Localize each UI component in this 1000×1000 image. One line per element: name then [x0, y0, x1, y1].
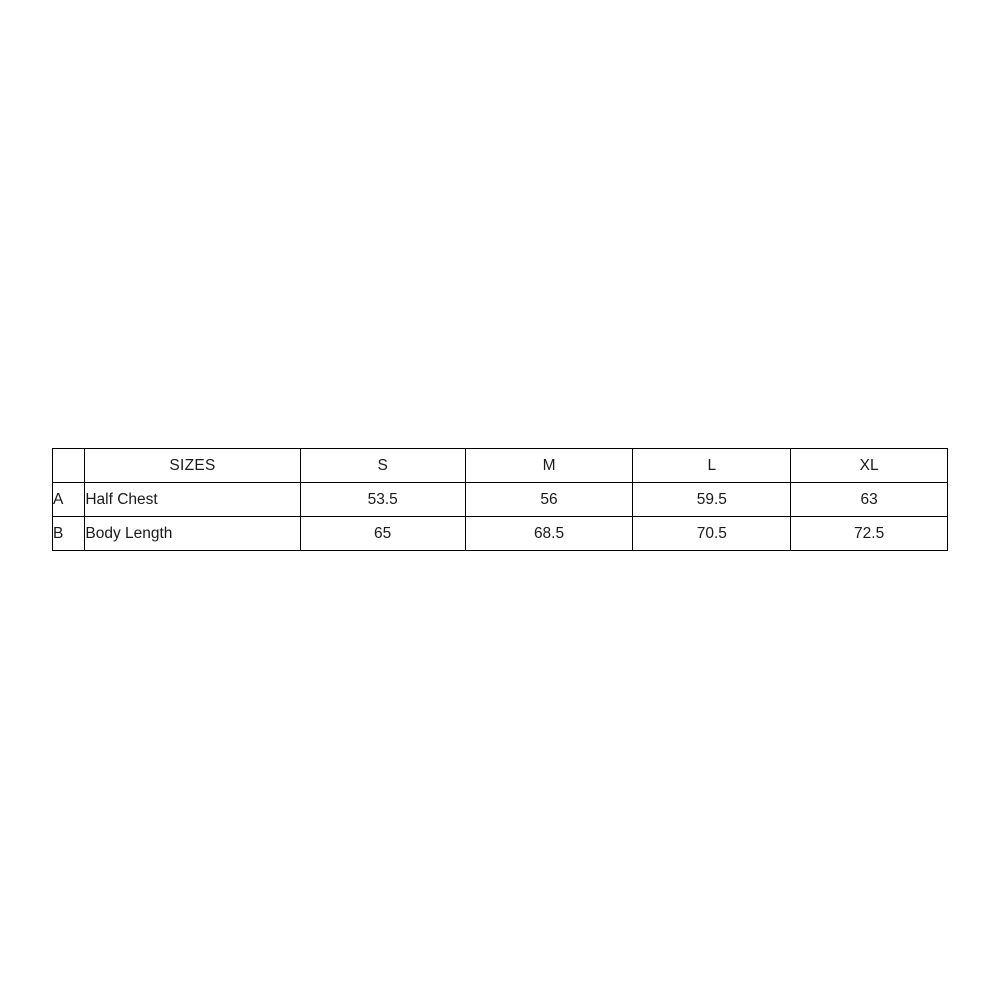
- header-sizes-label: SIZES: [85, 449, 300, 483]
- header-code-cell: [53, 449, 85, 483]
- header-size-l: L: [633, 449, 791, 483]
- row-value-l: 70.5: [633, 517, 791, 551]
- table-header-row: [53, 449, 948, 483]
- row-value-l: 59.5: [633, 483, 791, 517]
- header-size-m: M: [465, 449, 633, 483]
- header-size-s: S: [300, 449, 465, 483]
- table-row: [53, 517, 948, 551]
- row-value-s: 65: [300, 517, 465, 551]
- row-label: Half Chest: [85, 483, 300, 517]
- row-value-xl: 63: [791, 483, 948, 517]
- row-label: Body Length: [85, 517, 300, 551]
- row-value-m: 68.5: [465, 517, 633, 551]
- header-size-xl: XL: [791, 449, 948, 483]
- size-chart-container: [52, 448, 948, 551]
- row-code: B: [53, 517, 85, 551]
- row-value-xl: 72.5: [791, 517, 948, 551]
- row-value-m: 56: [465, 483, 633, 517]
- row-code: A: [53, 483, 85, 517]
- table-row: [53, 483, 948, 517]
- row-value-s: 53.5: [300, 483, 465, 517]
- size-chart-table: [52, 448, 948, 551]
